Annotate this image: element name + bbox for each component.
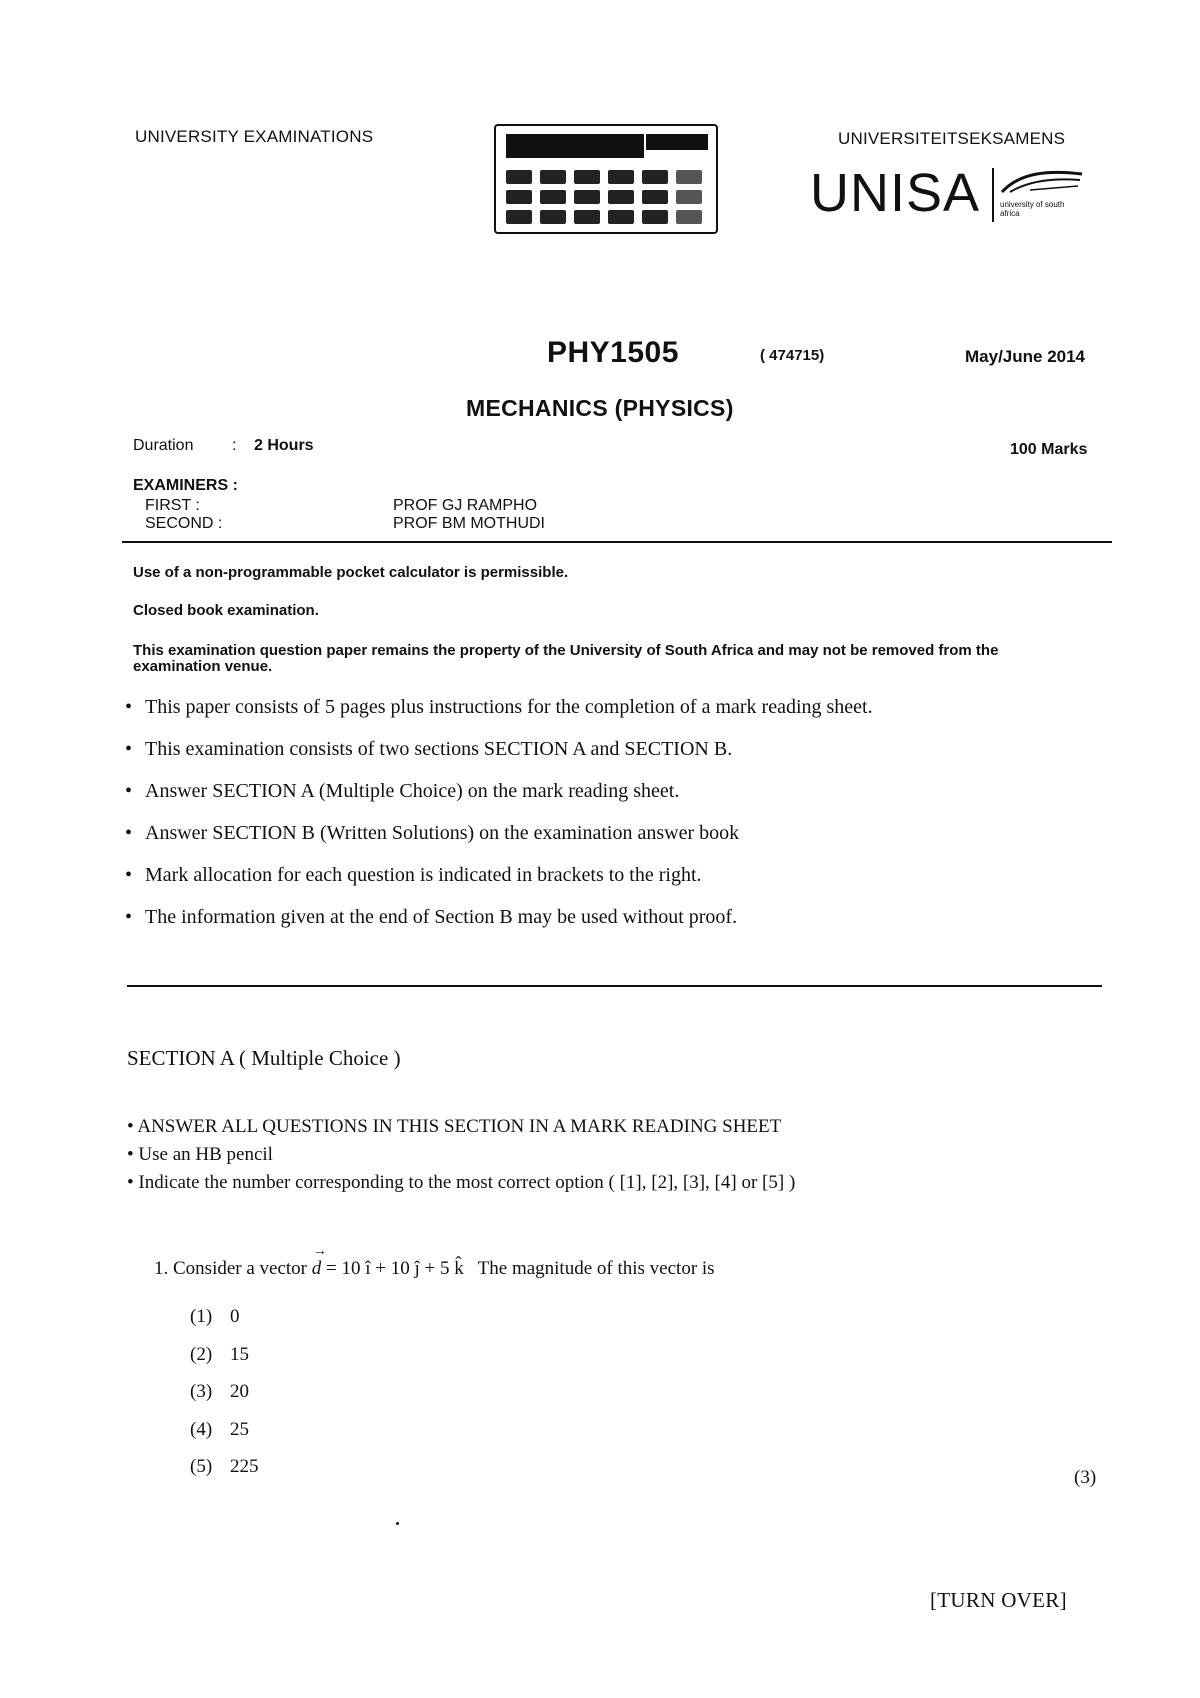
option-2: (2) 15 <box>190 1344 249 1365</box>
section-a-item: • Indicate the number corresponding to the most correct option ( [1], [2], [3], [4] or [5] ) <box>127 1172 796 1193</box>
vector-symbol: → d <box>311 1244 327 1279</box>
section-divider <box>127 985 1102 987</box>
option-3: (3) 20 <box>190 1381 249 1402</box>
notice-calculator: Use of a non-programmable pocket calculator is permissible. <box>133 564 569 581</box>
examiners-heading: EXAMINERS : <box>133 477 238 494</box>
instruction-item: • The information given at the end of Section B may be used without proof. <box>125 906 738 928</box>
logo-tagline: university of south africa <box>1000 200 1065 218</box>
total-marks: 100 Marks <box>1010 441 1088 458</box>
examiner-second-name: PROF BM MOTHUDI <box>393 515 545 532</box>
course-title: MECHANICS (PHYSICS) <box>466 395 734 421</box>
section-a-instructions <box>127 1113 1087 1197</box>
stray-dot <box>396 1522 399 1525</box>
examiner-first-role: FIRST : <box>145 497 200 514</box>
option-1: (1) 0 <box>190 1306 240 1327</box>
instruction-item: • Answer SECTION A (Multiple Choice) on the mark reading sheet. <box>125 780 680 802</box>
instruction-item: • This paper consists of 5 pages plus instructions for the completion of a mark reading sheet. <box>125 696 873 718</box>
examiner-second-role: SECOND : <box>145 515 223 532</box>
duration-value: 2 Hours <box>254 437 314 454</box>
header-divider <box>122 541 1112 543</box>
instruction-item: • Mark allocation for each question is indicated in brackets to the right. <box>125 864 702 886</box>
notice-property: This examination question paper remains the property of the University of South Africa and may not be removed from the examination venue. <box>133 642 999 675</box>
calculator-icon <box>494 124 718 234</box>
duration-label: Duration <box>133 437 194 454</box>
paper-number: ( 474715) <box>760 347 825 364</box>
logo-divider <box>992 168 994 222</box>
instructions-list <box>125 696 1085 948</box>
header-left-text: UNIVERSITY EXAMINATIONS <box>135 127 374 146</box>
question-text-before: Consider a vector <box>173 1258 308 1279</box>
unisa-logo: UNISA <box>810 163 981 223</box>
instruction-item: • This examination consists of two sections SECTION A and SECTION B. <box>125 738 733 760</box>
option-4: (4) 25 <box>190 1419 249 1440</box>
examiner-first-name: PROF GJ RAMPHO <box>393 497 538 514</box>
turn-over-label: [TURN OVER] <box>930 1588 1067 1612</box>
section-a-heading: SECTION A ( Multiple Choice ) <box>127 1046 401 1070</box>
vector-equation: = 10 î + 10 ĵ + 5 k̂ <box>326 1258 464 1279</box>
duration-colon: : <box>232 437 237 454</box>
logo-swoosh-icon <box>1000 166 1085 196</box>
question-1 <box>154 1244 715 1280</box>
question-marks: (3) <box>1074 1467 1097 1488</box>
section-a-item: • Use an HB pencil <box>127 1144 273 1165</box>
exam-session: May/June 2014 <box>965 347 1086 366</box>
header-right-text: UNIVERSITEITSEKSAMENS <box>838 129 1066 148</box>
instruction-item: • Answer SECTION B (Written Solutions) on the examination answer book <box>125 822 740 844</box>
notice-closed-book: Closed book examination. <box>133 602 319 619</box>
option-5: (5) 225 <box>190 1456 259 1477</box>
question-number: 1. <box>154 1258 169 1279</box>
course-code: PHY1505 <box>547 336 679 369</box>
question-text-after: The magnitude of this vector is <box>477 1258 715 1279</box>
section-a-item: • ANSWER ALL QUESTIONS IN THIS SECTION IN A MARK READING SHEET <box>127 1116 782 1137</box>
